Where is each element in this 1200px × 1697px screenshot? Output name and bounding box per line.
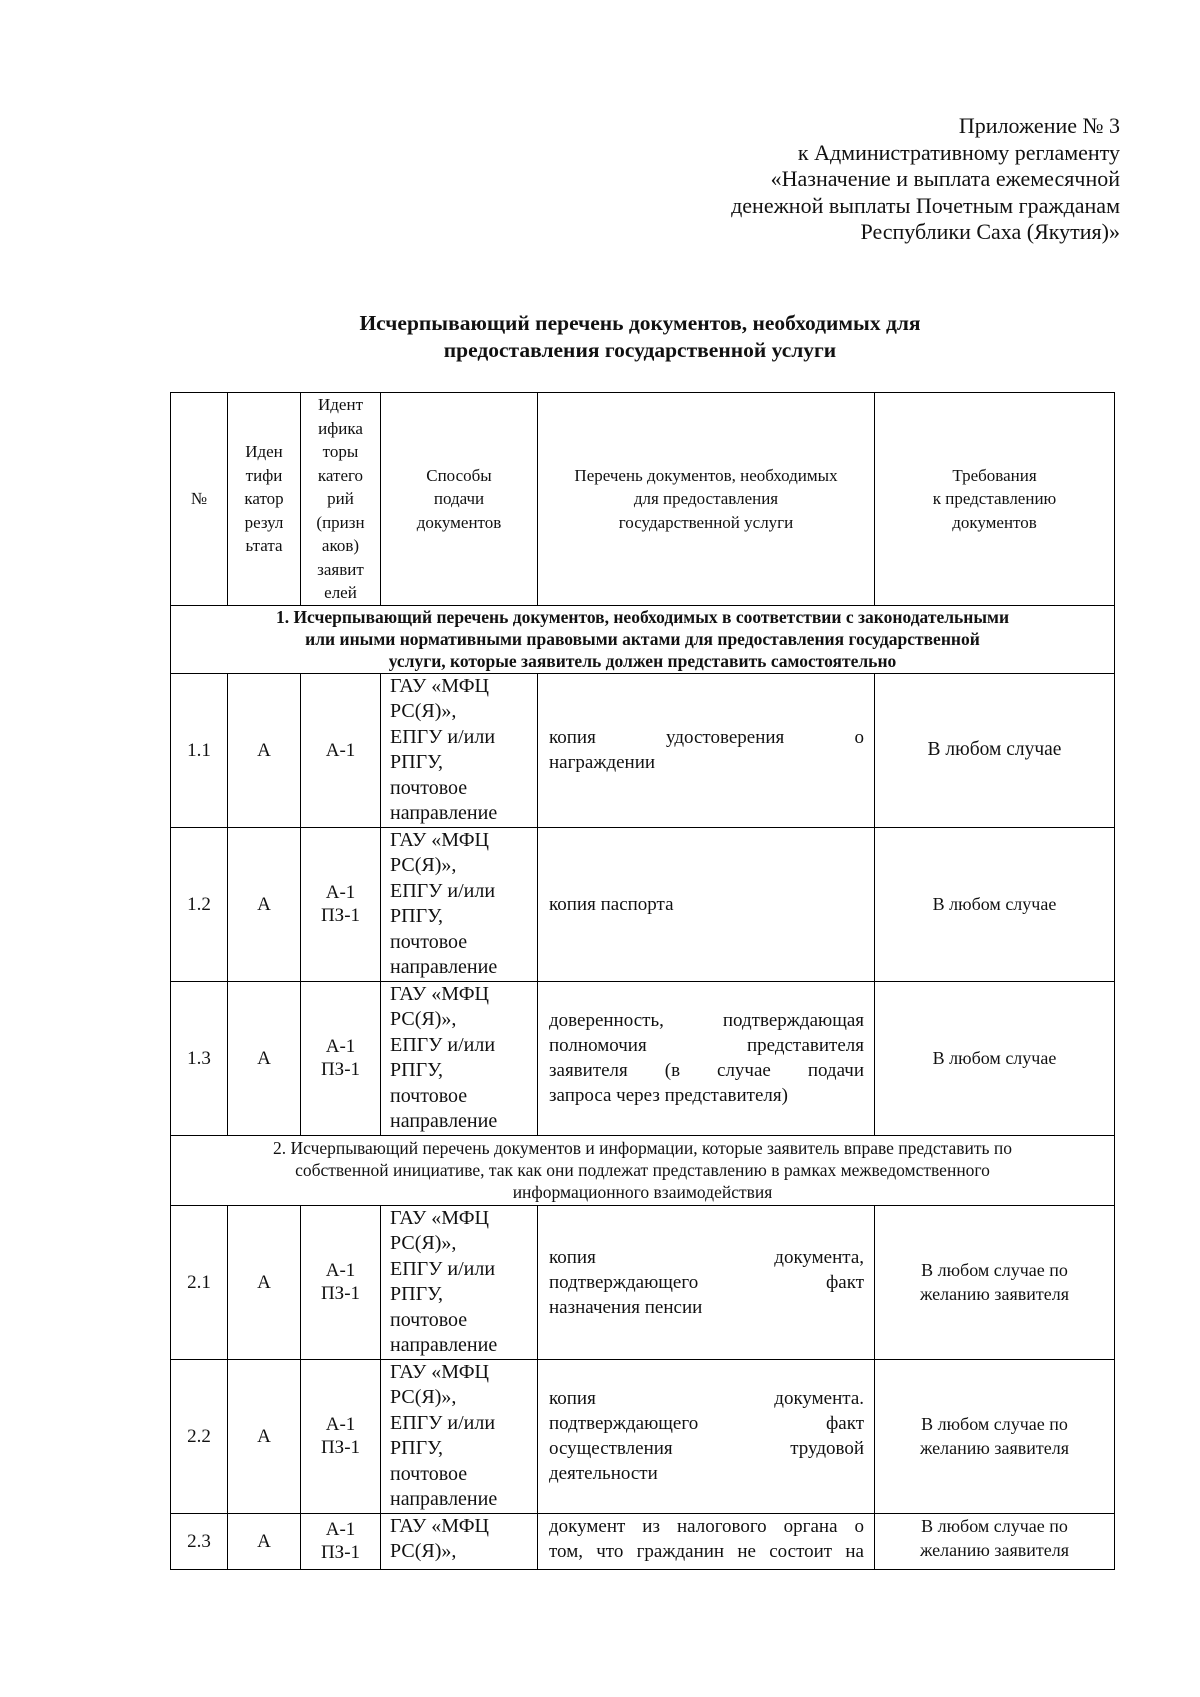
- method-line: ЕПГУ и/или: [390, 1257, 496, 1280]
- document-description: [538, 673, 875, 827]
- category-code: ПЗ-1: [320, 1437, 361, 1458]
- header-result-id: [228, 393, 301, 606]
- method-line: почтовое: [390, 1084, 468, 1107]
- method-line: направление: [390, 802, 498, 824]
- appendix-line: Республики Саха (Якутия)»: [860, 219, 1120, 244]
- requirements: [875, 1513, 1115, 1569]
- category-code: А-1: [325, 882, 356, 903]
- requirements: [875, 673, 1115, 827]
- requirement-line: В любом случае по: [921, 1260, 1068, 1280]
- requirements: [875, 981, 1115, 1135]
- category-identifiers: [301, 827, 381, 981]
- header-text-line: Идент: [318, 395, 363, 414]
- appendix-line: Приложение № 3: [958, 113, 1120, 138]
- method-line: ГАУ «МФЦ: [390, 1514, 489, 1537]
- method-line: ГАУ «МФЦ: [390, 982, 489, 1005]
- requirement-line: В любом случае по: [921, 1515, 1068, 1536]
- header-text-line: заявит: [317, 559, 364, 579]
- method-line: направление: [390, 1110, 498, 1132]
- category-code: ПЗ-1: [320, 1283, 361, 1304]
- header-text-line: подачи: [433, 489, 485, 508]
- method-line: РПГУ,: [390, 751, 444, 773]
- result-identifier: А: [228, 827, 301, 981]
- document-description: [538, 1205, 875, 1359]
- document-description: [538, 1513, 875, 1569]
- row-number: 2.3: [171, 1513, 228, 1569]
- document-line: документ из налогового органа о: [549, 1515, 864, 1537]
- header-text-line: елей: [324, 583, 357, 602]
- category-code: ПЗ-1: [320, 1059, 361, 1080]
- section-line: или иными нормативными правовыми актами для предоставления государственной: [305, 629, 980, 649]
- header-text-line: государственной услуги: [618, 512, 794, 532]
- title-line: предоставления государственной услуги: [443, 338, 837, 362]
- requirement-line: В любом случае по: [921, 1414, 1068, 1434]
- header-text-line: ьтата: [245, 536, 283, 555]
- category-code: ПЗ-1: [320, 1542, 361, 1563]
- table-row: [171, 1513, 1115, 1569]
- method-line: ГАУ «МФЦ: [390, 1206, 489, 1229]
- result-identifier: А: [228, 673, 301, 827]
- category-code: А-1: [325, 1036, 356, 1057]
- header-requirements: [875, 393, 1115, 606]
- method-line: ЕПГУ и/или: [390, 879, 496, 902]
- method-line: ГАУ «МФЦ: [390, 828, 489, 851]
- method-line: РС(Я)»,: [390, 1232, 457, 1254]
- submission-methods: [381, 673, 538, 827]
- category-identifiers: [301, 981, 381, 1135]
- header-text-line: ифика: [318, 418, 363, 438]
- result-identifier: А: [228, 1205, 301, 1359]
- method-line: РПГУ,: [390, 1437, 444, 1459]
- document-line: запроса через представителя): [549, 1085, 788, 1106]
- method-line: направление: [390, 1334, 498, 1356]
- requirement-line: В любом случае: [932, 1048, 1057, 1068]
- method-line: РПГУ,: [390, 1059, 444, 1081]
- document-line: назначения пенсии: [549, 1296, 703, 1318]
- header-text-line: к представлению: [932, 489, 1057, 508]
- header-text-line: для предоставления: [633, 489, 779, 508]
- table-row: [171, 827, 1115, 981]
- appendix-header: [520, 113, 1120, 246]
- submission-methods: [381, 1205, 538, 1359]
- header-text-line: (призн: [316, 512, 365, 532]
- category-code: А-1: [325, 1414, 356, 1435]
- row-number: 1.3: [171, 981, 228, 1135]
- method-line: РС(Я)»,: [390, 1008, 457, 1030]
- document-line: награждении: [549, 752, 656, 773]
- requirement-line: желанию заявителя: [919, 1539, 1069, 1560]
- submission-methods: [381, 1513, 538, 1569]
- requirement-line: желанию заявителя: [919, 1438, 1069, 1458]
- result-identifier: А: [228, 1513, 301, 1569]
- category-code: А-1: [325, 1260, 356, 1281]
- requirement-line: В любом случае: [932, 894, 1057, 914]
- header-text-line: торы: [322, 442, 359, 461]
- section-line: 1. Исчерпывающий перечень документов, необходимых в соответствии с законодательными: [275, 607, 1010, 627]
- table-row: [171, 673, 1115, 827]
- category-code: ПЗ-1: [320, 905, 361, 926]
- header-text-line: аков): [321, 536, 360, 555]
- document-line: копия документа.: [549, 1388, 864, 1409]
- result-identifier: А: [228, 981, 301, 1135]
- method-line: РПГУ,: [390, 1283, 444, 1305]
- document-line: копия паспорта: [549, 893, 674, 915]
- method-line: РС(Я)»,: [390, 1386, 457, 1408]
- document-description: [538, 981, 875, 1135]
- header-text-line: Способы: [426, 465, 492, 485]
- method-line: ЕПГУ и/или: [390, 725, 496, 748]
- method-line: ЕПГУ и/или: [390, 1411, 496, 1434]
- document-line: заявителя (в случае подачи: [549, 1060, 864, 1081]
- row-number: 2.2: [171, 1359, 228, 1513]
- document-line: копия удостоверения о: [549, 727, 864, 748]
- documents-table: [170, 392, 1115, 1570]
- method-line: РПГУ,: [390, 905, 444, 927]
- requirements: [875, 1359, 1115, 1513]
- section-line: собственной инициативе, так как они подлежат представлению в рамках межведомственного: [295, 1160, 990, 1180]
- requirement-line: желанию заявителя: [919, 1284, 1069, 1304]
- requirement-line: В любом случае: [927, 739, 1062, 760]
- method-line: почтовое: [390, 1462, 468, 1485]
- section-line: услуги, которые заявитель должен представить самостоятельно: [388, 651, 897, 671]
- document-line: копия документа,: [549, 1246, 864, 1268]
- document-line: том, что гражданин не состоит на: [549, 1540, 864, 1562]
- table-row: [171, 1205, 1115, 1359]
- requirements: [875, 827, 1115, 981]
- submission-methods: [381, 1359, 538, 1513]
- category-identifiers: [301, 1513, 381, 1569]
- document-description: [538, 827, 875, 981]
- section-2-row: [171, 1135, 1115, 1205]
- section-line: информационного взаимодействия: [512, 1182, 773, 1202]
- table-row: [171, 1359, 1115, 1513]
- method-line: почтовое: [390, 776, 468, 799]
- header-category-id: [301, 393, 381, 606]
- row-number: 1.2: [171, 827, 228, 981]
- result-identifier: А: [228, 1359, 301, 1513]
- method-line: РС(Я)»,: [390, 1540, 457, 1562]
- document-line: подтверждающего факт: [549, 1413, 864, 1434]
- method-line: РС(Я)»,: [390, 700, 457, 722]
- document-title: [170, 310, 1110, 364]
- header-text-line: Перечень документов, необходимых: [574, 465, 838, 485]
- category-code: А-1: [325, 1519, 356, 1540]
- document-line: доверенность, подтверждающая: [549, 1010, 864, 1031]
- header-text-line: документов: [952, 512, 1037, 532]
- section-line: 2. Исчерпывающий перечень документов и информации, которые заявитель вправе представить по: [273, 1138, 1012, 1158]
- header-text-line: Требования: [952, 465, 1037, 485]
- appendix-line: к Административному регламенту: [797, 139, 1120, 165]
- header-num: №: [171, 393, 228, 606]
- header-methods: [381, 393, 538, 606]
- title-line: Исчерпывающий перечень документов, необходимых для: [359, 311, 921, 335]
- method-line: ЕПГУ и/или: [390, 1033, 496, 1056]
- table-row: [171, 981, 1115, 1135]
- requirements: [875, 1205, 1115, 1359]
- header-text-line: рий: [327, 489, 354, 508]
- submission-methods: [381, 981, 538, 1135]
- method-line: почтовое: [390, 930, 468, 953]
- header-documents: [538, 393, 875, 606]
- document-line: полномочия представителя: [549, 1035, 864, 1056]
- method-line: направление: [390, 956, 498, 978]
- method-line: почтовое: [390, 1308, 468, 1331]
- header-text-line: катего: [317, 465, 364, 485]
- category-identifiers: [301, 1359, 381, 1513]
- header-text-line: резул: [244, 512, 284, 532]
- header-text-line: катор: [244, 489, 284, 508]
- document-description: [538, 1359, 875, 1513]
- method-line: направление: [390, 1488, 498, 1510]
- document-line: деятельности: [549, 1463, 658, 1484]
- header-text-line: Иден: [245, 442, 283, 461]
- category-identifiers: [301, 673, 381, 827]
- row-number: 1.1: [171, 673, 228, 827]
- section-heading: [171, 605, 1115, 673]
- method-line: РС(Я)»,: [390, 854, 457, 876]
- appendix-line: денежной выплаты Почетным гражданам: [731, 192, 1120, 218]
- category-identifiers: [301, 1205, 381, 1359]
- document-line: осуществления трудовой: [549, 1438, 864, 1459]
- section-heading: [171, 1135, 1115, 1205]
- method-line: ГАУ «МФЦ: [390, 1360, 489, 1383]
- header-text-line: документов: [416, 512, 502, 532]
- category-code: А-1: [325, 739, 356, 761]
- document-line: подтверждающего факт: [549, 1271, 864, 1293]
- submission-methods: [381, 827, 538, 981]
- row-number: 2.1: [171, 1205, 228, 1359]
- appendix-line: «Назначение и выплата ежемесячной: [770, 166, 1120, 191]
- section-1-row: [171, 605, 1115, 673]
- table-header-row: [171, 393, 1115, 606]
- method-line: ГАУ «МФЦ: [390, 674, 489, 697]
- header-text-line: тифи: [245, 465, 283, 485]
